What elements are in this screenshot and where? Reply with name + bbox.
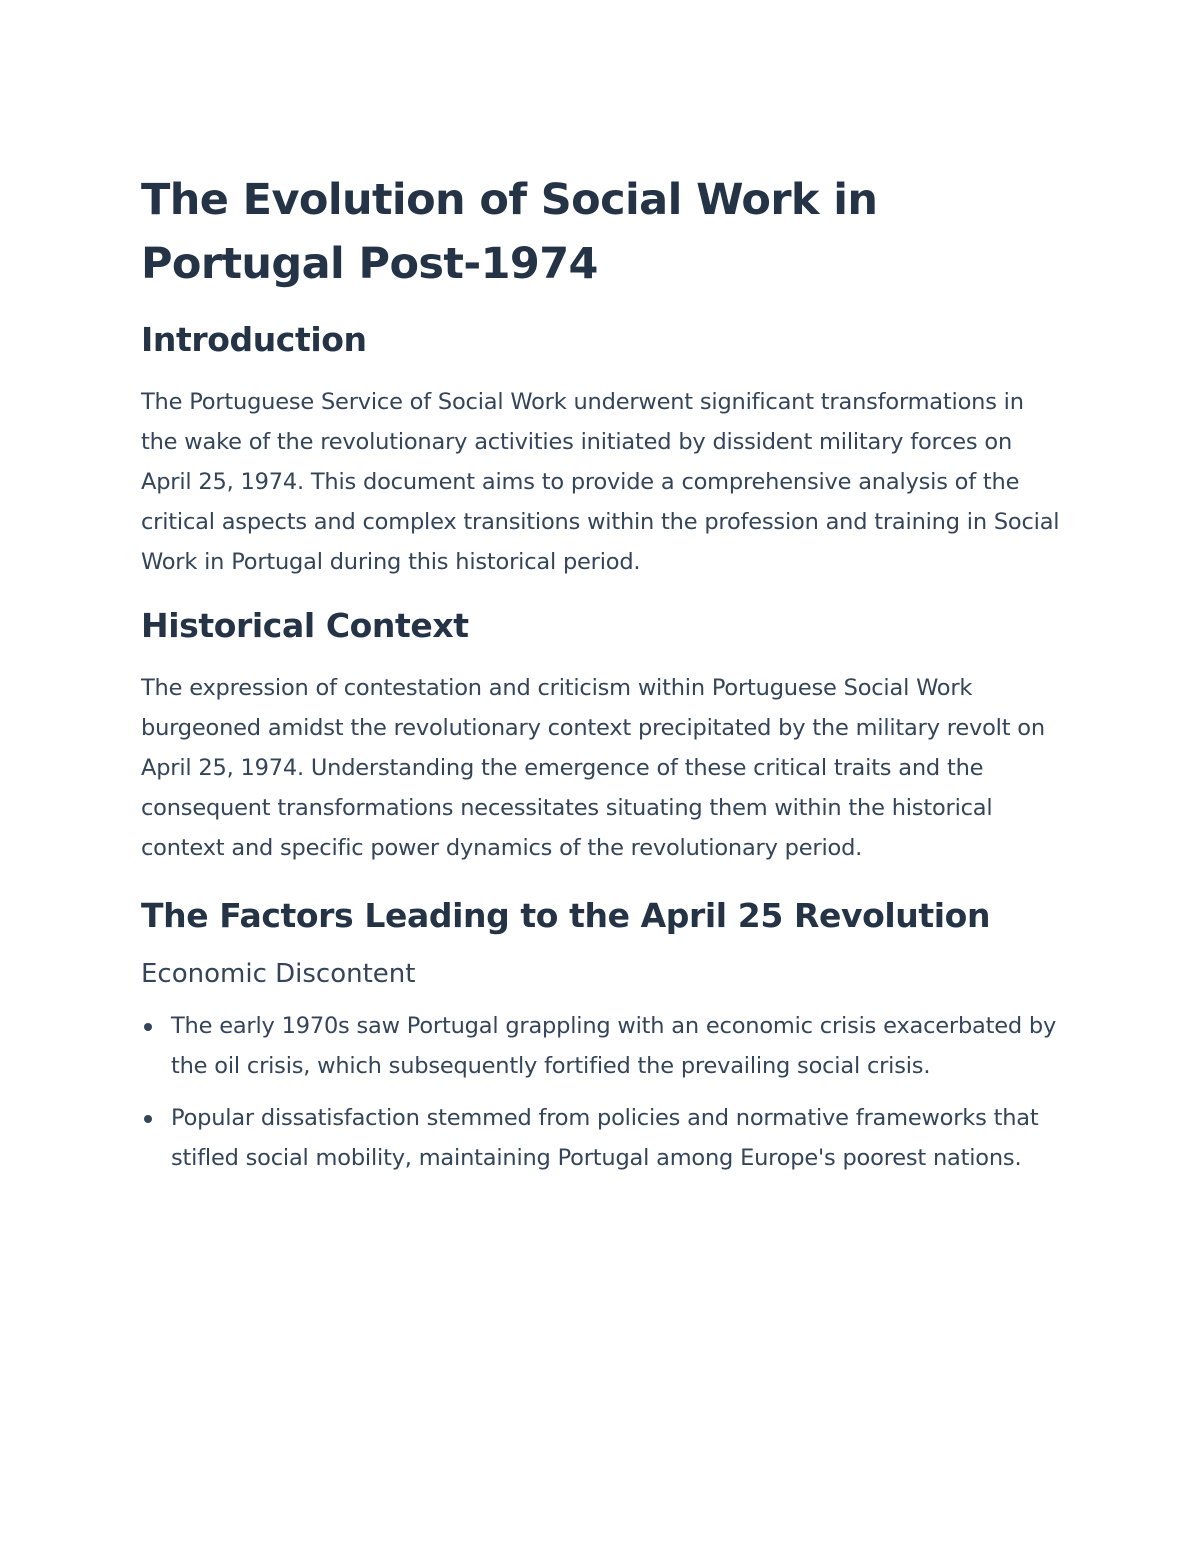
economic-discontent-subheading: Economic Discontent [141,959,416,989]
factors-heading: The Factors Leading to the April 25 Revolution [141,896,991,935]
bullet-icon [144,1023,152,1031]
historical-context-heading: Historical Context [141,606,469,645]
historical-context-section [141,604,1060,868]
document-title: The Evolution of Social Work in Portugal Post-1974 [141,175,878,289]
historical-context-paragraph: The expression of contestation and criticism within Portuguese Social Work burgeoned amidst the revolutionary context precipitated by the military revolt on April 25, 1974. Understanding the emergence of these critical traits and the consequent transformations necessitates situating them within the historical context and specific power dynamics of the revolutionary period. [141,675,1045,861]
introduction-heading: Introduction [141,320,367,359]
list-item-text: Popular dissatisfaction stemmed from policies and normative frameworks that stifled social mobility, maintaining Portugal among Europe's poorest nations. [171,1105,1039,1171]
list-item [171,1006,1060,1086]
introduction-paragraph: The Portuguese Service of Social Work underwent significant transformations in the wake of the revolutionary activities initiated by dissident military forces on April 25, 1974. This document aims to provide a comprehensive analysis of the critical aspects and complex transitions within the profession and training in Social Work in Portugal during this historical period. [141,389,1060,575]
bullet-icon [144,1115,152,1123]
introduction-section [141,318,1060,582]
factors-section [141,894,1060,1178]
list-item-text: The early 1970s saw Portugal grappling with an economic crisis exacerbated by the oil crisis, which subsequently fortified the prevailing social crisis. [171,1013,1057,1079]
list-item [171,1098,1060,1178]
economic-discontent-list [141,1006,1060,1178]
